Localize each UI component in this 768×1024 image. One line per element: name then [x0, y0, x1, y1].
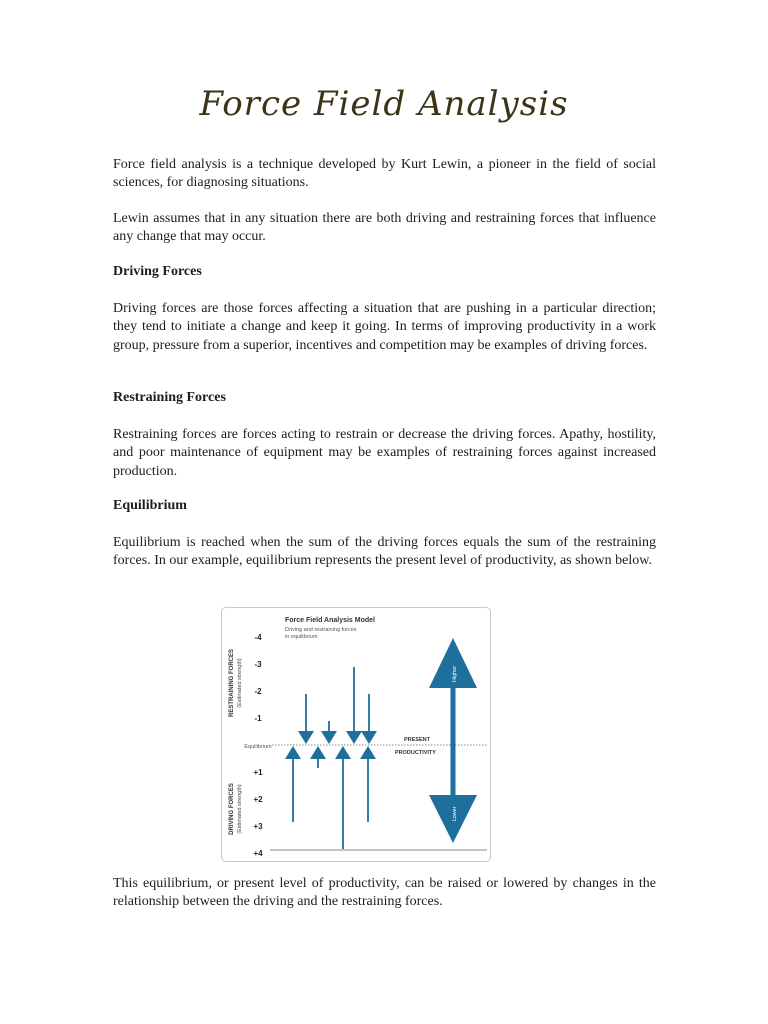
chart-subtitle-1: Driving and restraining forces	[285, 627, 357, 633]
driving-axis-label: DRIVING FORCES	[229, 783, 235, 835]
lewin-paragraph: Lewin assumes that in any situation there are both driving and restraining forces that influence any change that may occur.	[113, 211, 656, 245]
page-title: Force Field Analysis	[199, 84, 569, 124]
lower-label: Lower	[452, 806, 458, 822]
productivity-label: PRODUCTIVITY	[395, 750, 436, 756]
tick-label: -1	[254, 714, 262, 723]
restraining-axis-sublabel: (Estimated strength)	[237, 658, 243, 708]
tick-label: +4	[253, 849, 263, 858]
driving-forces-heading: Driving Forces	[113, 264, 202, 279]
driving-forces-paragraph: Driving forces are those forces affecting a situation that are pushing in a particular direction; they tend to initiate a change and keep it going. In terms of improving productivity in a work group, pressure from a superior, incentives and competition may be examples of driving forces.	[113, 301, 656, 353]
driving-axis-sublabel: (Estimated strength)	[237, 784, 243, 834]
closing-paragraph: This equilibrium, or present level of productivity, can be raised or lowered by changes in the relationship between the driving and the restraining forces.	[113, 876, 656, 910]
tick-label: +2	[253, 795, 263, 804]
force-field-figure	[221, 607, 491, 862]
restraining-force-arrowhead	[321, 731, 337, 744]
chart-title: Force Field Analysis Model	[285, 617, 375, 624]
driving-force-arrowhead	[360, 746, 376, 759]
restraining-forces-paragraph: Restraining forces are forces acting to restrain or decrease the driving forces. Apathy, hostility, and poor maintenance of equipment may be examples of restraining forces against increased production.	[113, 427, 656, 479]
present-label: PRESENT	[404, 737, 430, 743]
restraining-axis-label: RESTRAINING FORCES	[229, 648, 235, 718]
tick-label: +1	[253, 768, 263, 777]
restraining-force-arrowhead	[346, 731, 362, 744]
driving-force-arrowhead	[285, 746, 301, 759]
force-field-chart	[222, 608, 492, 863]
intro-paragraph: Force field analysis is a technique developed by Kurt Lewin, a pioneer in the field of social sciences, for diagnosing situations.	[113, 157, 656, 191]
restraining-force-arrowhead	[298, 731, 314, 744]
driving-force-arrowhead	[335, 746, 351, 759]
tick-label: -2	[254, 687, 262, 696]
tick-label: -3	[254, 660, 262, 669]
tick-label: -4	[254, 633, 262, 642]
restraining-forces-heading: Restraining Forces	[113, 390, 226, 405]
equilibrium-heading: Equilibrium	[113, 498, 187, 513]
equilibrium-paragraph: Equilibrium is reached when the sum of the driving forces equals the sum of the restraining forces. In our example, equilibrium represents the present level of productivity, as shown below.	[113, 535, 656, 569]
higher-label: Higher	[452, 665, 458, 683]
chart-subtitle-2: in equilibrium	[285, 634, 318, 640]
tick-label: +3	[253, 822, 263, 831]
equilibrium-tick-label: Equilibrium	[244, 744, 272, 750]
restraining-force-arrowhead	[361, 731, 377, 744]
driving-force-arrowhead	[310, 746, 326, 759]
